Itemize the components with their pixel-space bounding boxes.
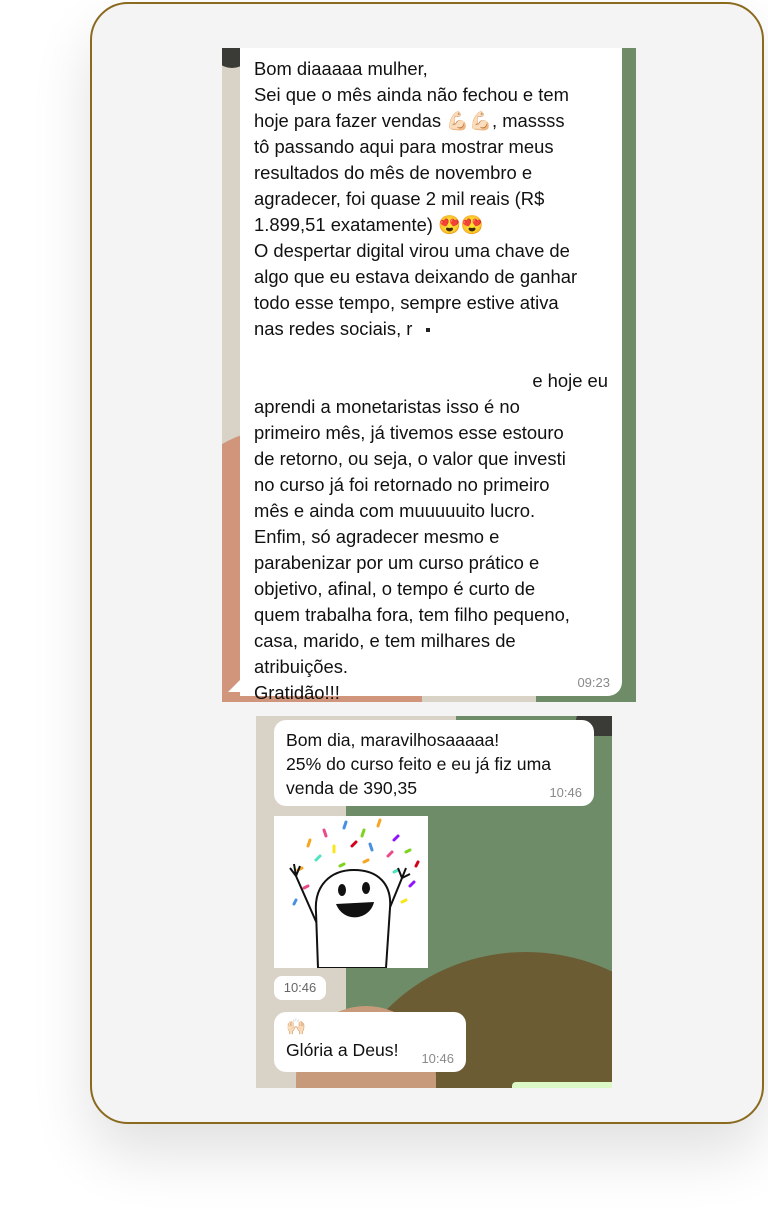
chat-screenshot-1 [222, 48, 636, 702]
redacted-area [254, 342, 608, 368]
message-line-redacted [254, 316, 608, 342]
raised-hands-icon: 🙌🏻 [286, 1019, 306, 1036]
redaction-mark [426, 328, 430, 332]
message-line: objetivo, afinal, o tempo é curto de [254, 578, 536, 599]
message-line: Sei que o mês ainda não fechou e tem [254, 84, 569, 105]
message-line: O despertar digital virou uma chave de [254, 240, 570, 261]
message-bubble-testimonial[interactable] [240, 48, 622, 702]
message-line: quem trabalha fora, tem filho pequeno, [254, 604, 570, 625]
message-line: Bom diaaaaa mulher, [254, 58, 428, 79]
message-line: 1.899,51 exatamente) 😍😍 [254, 214, 484, 235]
message-timestamp: 09:23 [577, 675, 610, 690]
message-line: Bom dia, maravilhosaaaaa! [286, 730, 500, 750]
message-line: no curso já foi retornado no primeiro [254, 474, 550, 495]
sticker-drawing [274, 816, 428, 968]
message-line: casa, marido, e tem milhares de [254, 630, 516, 651]
chat-screenshot-2 [256, 716, 612, 1088]
message-line: aprendi a monetaristas isso é no [254, 396, 520, 417]
sticker-timestamp: 10:46 [274, 976, 326, 1000]
message-bubble-sale[interactable] [274, 720, 594, 806]
message-line: todo esse tempo, sempre estive ativa [254, 292, 559, 313]
message-line: de retorno, ou seja, o valor que investi [254, 448, 566, 469]
message-line-text: nas redes sociais, r [254, 318, 413, 339]
message-line: Glória a Deus! [286, 1040, 399, 1060]
message-line: hoje para fazer vendas 💪🏻💪🏻, massss [254, 110, 565, 131]
message-line: Enfim, só agradecer mesmo e [254, 526, 500, 547]
message-timestamp: 10:46 [549, 785, 582, 800]
message-line-partial: e hoje eu [532, 370, 608, 391]
message-line: resultados do mês de novembro e [254, 162, 533, 183]
next-bubble-edge [512, 1082, 612, 1088]
message-line: 25% do curso feito e eu já fiz uma [286, 754, 552, 774]
message-line: parabenizar por um curso prático e [254, 552, 540, 573]
message-line: venda de 390,35 [286, 778, 418, 798]
message-line: atribuições. [254, 656, 349, 677]
message-line: agradecer, foi quase 2 mil reais (R$ [254, 188, 545, 209]
message-timestamp: 10:46 [421, 1051, 454, 1066]
celebration-sticker-icon[interactable] [274, 816, 428, 968]
message-line: Gratidão!!! [254, 682, 340, 702]
message-line: tô passando aqui para mostrar meus [254, 136, 554, 157]
message-line: mês e ainda com muuuuuito lucro. [254, 500, 536, 521]
message-line: primeiro mês, já tivemos esse estouro [254, 422, 564, 443]
message-line: algo que eu estava deixando de ganhar [254, 266, 578, 287]
message-bubble-praise[interactable] [274, 1012, 466, 1072]
